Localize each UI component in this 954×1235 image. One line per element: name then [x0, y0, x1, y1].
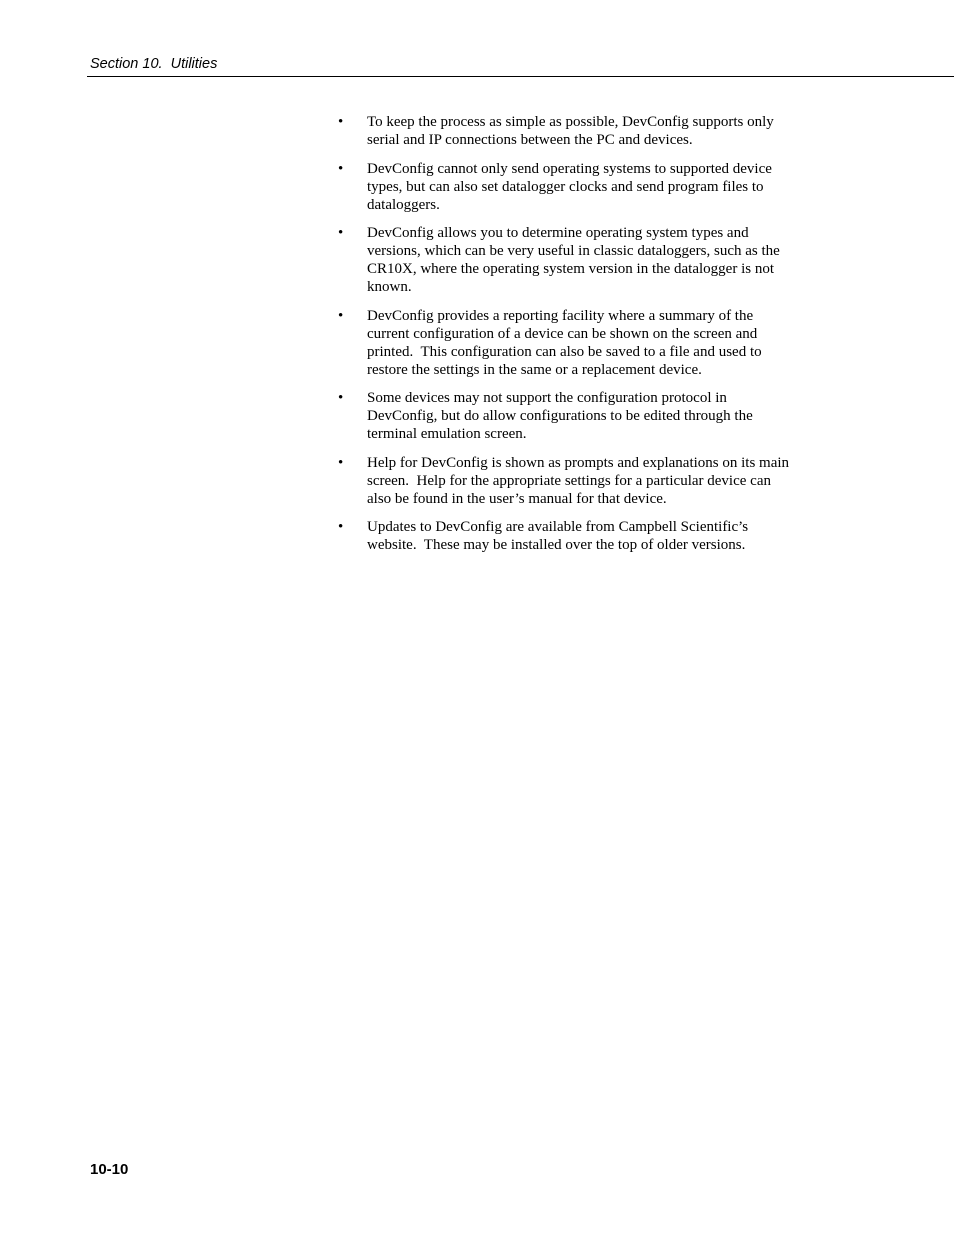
- list-item-text: DevConfig allows you to determine operating system types and versions, which can be very useful in classic dataloggers, such as the CR10X, where the operating system version in the datalogger is not known.: [367, 225, 780, 295]
- list-item-text: Updates to DevConfig are available from Campbell Scientific’s website. These may be installed over the top of older versions.: [367, 519, 749, 553]
- bullet-list: [336, 113, 816, 565]
- list-item: [336, 224, 816, 296]
- list-item-text: DevConfig cannot only send operating systems to supported device types, but can also set datalogger clocks and send program files to dataloggers.: [367, 160, 772, 213]
- list-item: [336, 518, 816, 554]
- list-item-text: DevConfig provides a reporting facility where a summary of the current configuration of a device can be shown on the screen and printed. This configuration can also be saved to a file and used to restore the settings in the same or a replacement device.: [367, 307, 762, 378]
- bullet-icon: •: [338, 225, 344, 241]
- page-number: 10-10: [90, 1161, 129, 1178]
- header-rule: [87, 76, 954, 77]
- bullet-icon: •: [338, 160, 344, 177]
- list-item-text: To keep the process as simple as possible, DevConfig supports only serial and IP connections between the PC and devices.: [367, 114, 774, 148]
- list-item: [336, 307, 816, 379]
- bullet-icon: •: [338, 307, 344, 324]
- list-item: [336, 454, 816, 508]
- bullet-icon: •: [338, 519, 344, 535]
- list-item: [336, 113, 816, 149]
- bullet-icon: •: [338, 454, 344, 471]
- list-item: [336, 389, 816, 443]
- list-item: [336, 160, 816, 214]
- list-item-text: Some devices may not support the configuration protocol in DevConfig, but do allow configurations to be edited through the terminal emulation screen.: [367, 390, 753, 442]
- running-header: Section 10. Utilities: [90, 56, 218, 72]
- bullet-icon: •: [338, 114, 344, 130]
- list-item-text: Help for DevConfig is shown as prompts and explanations on its main screen. Help for the appropriate settings for a particular device can also be found in the user’s manual for that device.: [367, 454, 790, 507]
- bullet-icon: •: [338, 390, 344, 406]
